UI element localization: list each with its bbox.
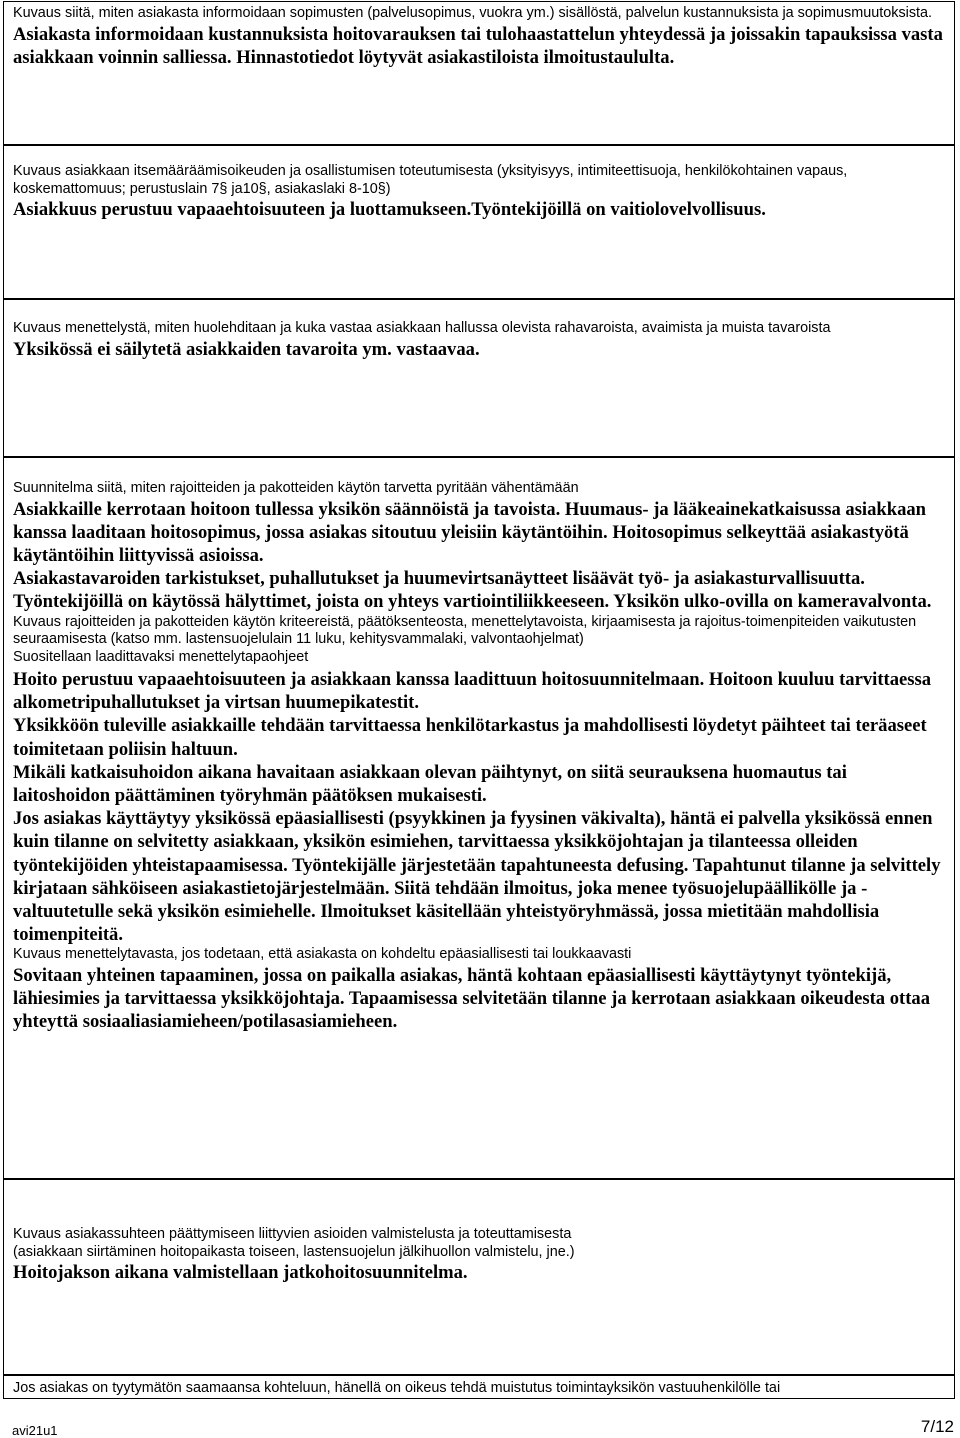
- section-answer: Hoito perustuu vapaaehtoisuuteen ja asiakkaan kanssa laadittuun hoitosuunnitelmaan. Hoitoon kuuluu tarvittaessa alkometripuhallutukset ja virtsan huumepikatestit.: [13, 669, 932, 714]
- section-complaint: [3, 1375, 955, 1399]
- section-answer: Asiakasta informoidaan kustannuksista hoitovarauksen tai tulohaastattelun yhteydessä ja joissakin tapauksissa vasta asiakkaan voinnin salliessa. Hinnastotiedot löytyvät asiakastiloista ilmoitustaululta.: [13, 23, 943, 68]
- section-informing-contracts: [3, 1, 955, 145]
- section-answer: Sovitaan yhteinen tapaaminen, jossa on paikalla asiakas, häntä kohtaan epäasiallisesti käyttäytynyt työntekijä, lähiesimies ja tarvittaessa yksikköjohtaja. Tapaamisessa selvitetään tilanne ja kerrotaan asiakkaan oikeudesta ottaa yhteyttä sosiaaliasiamieheen/potilasasiamieheen.: [13, 964, 930, 1033]
- document-code: avi21u1: [12, 1423, 58, 1438]
- section-answer: Yksikköön tuleville asiakkaille tehdään tarvittaessa henkilötarkastus ja mahdollisesti löydetyt päihteet tai teräaseet toimitetaan poliisin haltuun.: [13, 715, 927, 760]
- section-answer: Jos asiakas käyttäytyy yksikössä epäasiallisesti (psyykkinen ja fyysinen väkivalta), häntä ei palvella yksikössä ennen kuin tilanne on selvitetty asiakkaan, yksikön esimiehen, tarvittaessa yksikköjohtajan ja tilanteessa olleiden työntekijöiden yhteistapaamisessa. Työntekijälle järjestetään tapahtuneesta defusing. Tapahtunut tilanne ja selvittely kirjataan sähköiseen asiakastietojärjestelmään. Siitä tehdään ilmoitus, joka menee työsuojelupäällikölle ja - valtuutetulle sekä yksikön esimiehelle. Ilmoitukset käsitellään yhteistyöryhmässä, jossa mietitään mahdollisia toimenpiteitä.: [13, 808, 941, 946]
- section-label: Suunnitelma siitä, miten rajoitteiden ja pakotteiden käytön tarvetta pyritään vähentämään: [13, 480, 579, 496]
- section-answer: Asiakkaille kerrotaan hoitoon tullessa yksikön säännöistä ja tavoista. Huumaus- ja lääkeainekatkaisussa asiakkaan kanssa laaditaan hoitosopimus, jossa asiakas sitoutuu yleisiin käytäntöihin. Hoitosopimus selkeyttää asiakastyötä käytäntöihin liittyvissä asioissa.: [13, 498, 927, 566]
- section-answer: Asiakkuus perustuu vapaaehtoisuuteen ja luottamukseen.Työntekijöillä on vaitiolovelvollisuus.: [13, 199, 766, 220]
- section-label: Kuvaus menettelystä, miten huolehditaan ja kuka vastaa asiakkaan hallussa olevista rahavaroista, avaimista ja muista tavaroista: [13, 320, 831, 336]
- section-answer: Mikäli katkaisuhoidon aikana havaitaan asiakkaan olevan päihtynyt, on siitä seurauksena huomautus tai laitoshoidon päättäminen työryhmän päätöksen mukaisesti.: [13, 761, 847, 807]
- section-answer: Työntekijöillä on käytössä hälyttimet, joista on yhteys vartiointiliikkeeseen. Yksikön ulko-ovilla on kameravalvonta.: [13, 591, 932, 613]
- section-answer: Yksikössä ei säilytetä asiakkaiden tavaroita ym. vastaavaa.: [13, 338, 480, 360]
- page-number: 7/12: [920, 1417, 954, 1436]
- section-label: Kuvaus asiakkaan itsemääräämisoikeuden ja osallistumisen toteutumisesta (yksityisyys, intimiteettisuoja, henkilökohtainen vapaus, koskemattomuus; perustuslain 7§ ja10§, asiakaslaki 8-10§): [13, 163, 848, 197]
- section-label: Kuvaus asiakassuhteen päättymiseen liittyvien asioiden valmistelusta ja toteuttamisesta: [13, 1226, 572, 1242]
- section-label: Kuvaus menettelytavasta, jos todetaan, että asiakasta on kohdeltu epäasiallisesti tai loukkaavasti: [13, 946, 632, 963]
- section-label: (asiakkaan siirtäminen hoitopaikasta toiseen, lastensuojelun jälkihuollon valmistelu, jne.): [13, 1243, 575, 1260]
- section-label: Jos asiakas on tyytymätön saamaansa kohteluun, hänellä on oikeus tehdä muistutus toimintayksikön vastuuhenkilölle tai: [13, 1380, 781, 1396]
- section-restrictions: [3, 457, 955, 1179]
- section-belongings: [3, 299, 955, 457]
- section-client-relationship-ending: [3, 1179, 955, 1375]
- section-answer: Asiakastavaroiden tarkistukset, puhallutukset ja huumevirtsanäytteet lisäävät työ- ja asiakasturvallisuutta.: [13, 568, 865, 590]
- section-answer: Hoitojakson aikana valmistellaan jatkohoitosuunnitelma.: [13, 1262, 468, 1283]
- section-label: Kuvaus rajoitteiden ja pakotteiden käytön kriteereistä, päätöksenteosta, menettelytavoista, kirjaamisesta ja rajoitus-toimenpiteiden vaikutusten seuraamisesta (katso mm. lastensuojelulain 11 luku, kehitysvammalaki, valvontaohjelmat): [13, 613, 917, 648]
- section-label: Kuvaus siitä, miten asiakasta informoidaan sopimusten (palvelusopimus, vuokra ym.) sisällöstä, palvelun kustannuksista ja sopimusmuutoksista.: [13, 5, 933, 21]
- section-label: Suositellaan laadittavaksi menettelytapaohjeet: [13, 648, 309, 665]
- section-self-determination: [3, 145, 955, 299]
